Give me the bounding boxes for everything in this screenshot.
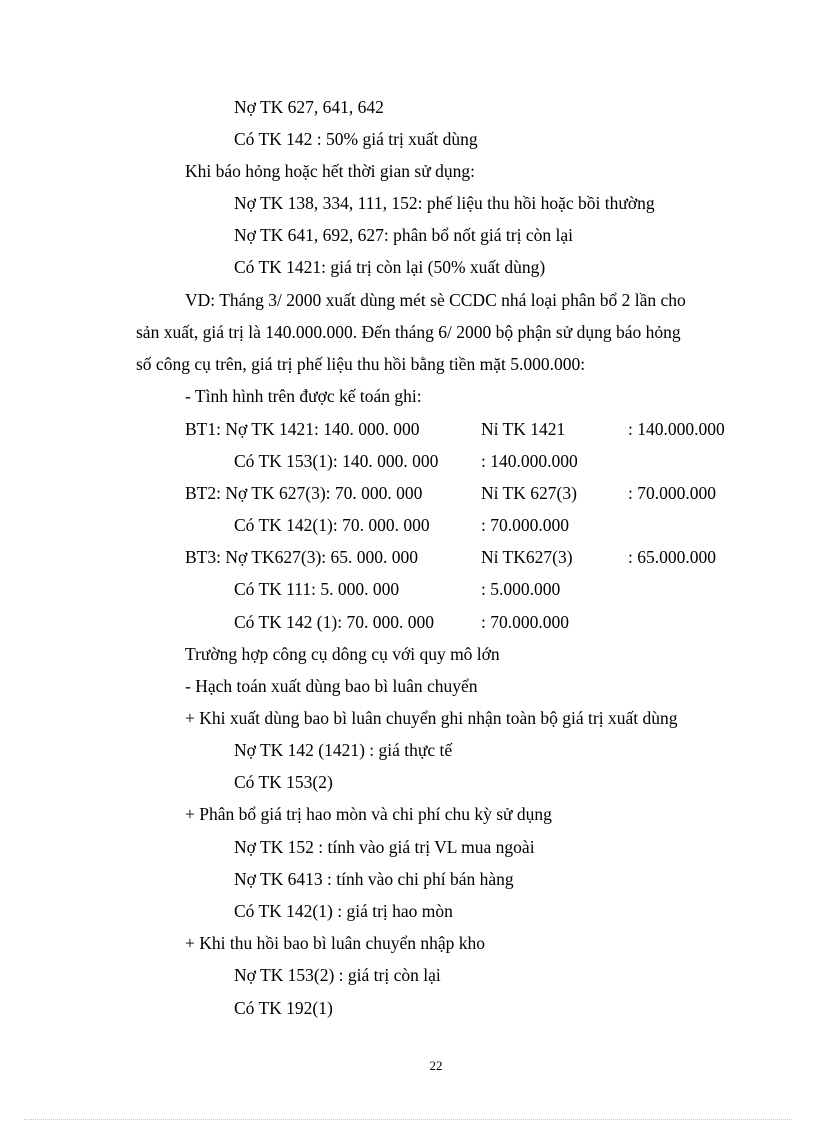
journal-line-credit-192-1: Có TK 192(1): [234, 998, 333, 1018]
journal-line-credit-142-1: Có TK 142(1) : giá trị hao mòn: [234, 901, 453, 921]
entry-bt2-debit: BT2: Nợ TK 627(3): 70. 000. 000: [185, 483, 423, 503]
paragraph-large-scale-tools: Trường hợp công cụ dông cụ với quy mô lớn: [185, 644, 500, 664]
paragraph-packaging-accounting: - Hạch toán xuất dùng bao bì luân chuyển: [185, 676, 478, 696]
entry-bt1-mid: Nỉ TK 1421: [481, 419, 566, 439]
entry-bt2-credit: Có TK 142(1): 70. 000. 000: [234, 515, 430, 535]
journal-line-debit-627-641-642: Nợ TK 627, 641, 642: [234, 97, 384, 117]
example-paragraph-line-1: VD: Tháng 3/ 2000 xuất dùng mét sè CCDC nhá loại phân bổ 2 lần cho: [185, 290, 686, 310]
journal-line-credit-1421: Có TK 1421: giá trị còn lại (50% xuất dùng): [234, 257, 546, 277]
journal-line-debit-scrap: Nợ TK 138, 334, 111, 152: phế liệu thu hồi hoặc bồi thường: [234, 193, 655, 213]
example-paragraph-line-2: sản xuất, giá trị là 140.000.000. Đến tháng 6/ 2000 bộ phận sử dụng báo hỏng: [136, 322, 681, 342]
paragraph-issue-packaging: + Khi xuất dùng bao bì luân chuyển ghi nhận toàn bộ giá trị xuất dùng: [185, 708, 678, 728]
accounting-record-heading: - Tình hình trên được kế toán ghi:: [185, 386, 422, 406]
entry-bt3-credit-142: Có TK 142 (1): 70. 000. 000: [234, 612, 434, 632]
entry-bt3-credit-111: Có TK 111: 5. 000. 000: [234, 579, 400, 599]
page-bottom-divider: [24, 1119, 792, 1120]
entry-bt2-mid: Nỉ TK 627(3): [481, 483, 577, 503]
entry-bt3-credit-142-amount: : 70.000.000: [481, 612, 569, 632]
entry-bt3-debit: BT3: Nợ TK627(3): 65. 000. 000: [185, 547, 419, 567]
entry-bt3-credit-111-amount: : 5.000.000: [481, 579, 561, 599]
journal-line-debit-153-2: Nợ TK 153(2) : giá trị còn lại: [234, 965, 441, 985]
page-number: 22: [429, 1058, 443, 1073]
journal-line-debit-152: Nợ TK 152 : tính vào giá trị VL mua ngoài: [234, 837, 535, 857]
journal-line-credit-153-2: Có TK 153(2): [234, 772, 333, 792]
entry-bt1-debit: BT1: Nợ TK 1421: 140. 000. 000: [185, 419, 420, 439]
entry-bt2-credit-amount: : 70.000.000: [481, 515, 569, 535]
entry-bt3-amount: : 65.000.000: [628, 547, 716, 567]
entry-bt1-credit-amount: : 140.000.000: [481, 451, 578, 471]
entry-bt1-amount: : 140.000.000: [628, 419, 725, 439]
example-paragraph-line-3: số công cụ trên, giá trị phế liệu thu hồi bằng tiền mặt 5.000.000:: [136, 354, 586, 374]
entry-bt3-mid: Nỉ TK627(3): [481, 547, 573, 567]
journal-line-credit-142: Có TK 142 : 50% giá trị xuất dùng: [234, 129, 478, 149]
paragraph-recover-packaging: + Khi thu hồi bao bì luân chuyển nhập kho: [185, 933, 486, 953]
journal-line-debit-remaining-allocation: Nợ TK 641, 692, 627: phân bổ nốt giá trị còn lại: [234, 225, 573, 245]
paragraph-damaged-or-expired: Khi báo hỏng hoặc hết thời gian sử dụng:: [185, 161, 475, 181]
journal-line-debit-6413: Nợ TK 6413 : tính vào chi phí bán hàng: [234, 869, 514, 889]
paragraph-allocate-wear: + Phân bổ giá trị hao mòn và chi phí chu kỳ sử dụng: [185, 804, 552, 824]
entry-bt1-credit: Có TK 153(1): 140. 000. 000: [234, 451, 439, 471]
entry-bt2-amount: : 70.000.000: [628, 483, 716, 503]
journal-line-debit-142-1421: Nợ TK 142 (1421) : giá thực tế: [234, 740, 453, 760]
